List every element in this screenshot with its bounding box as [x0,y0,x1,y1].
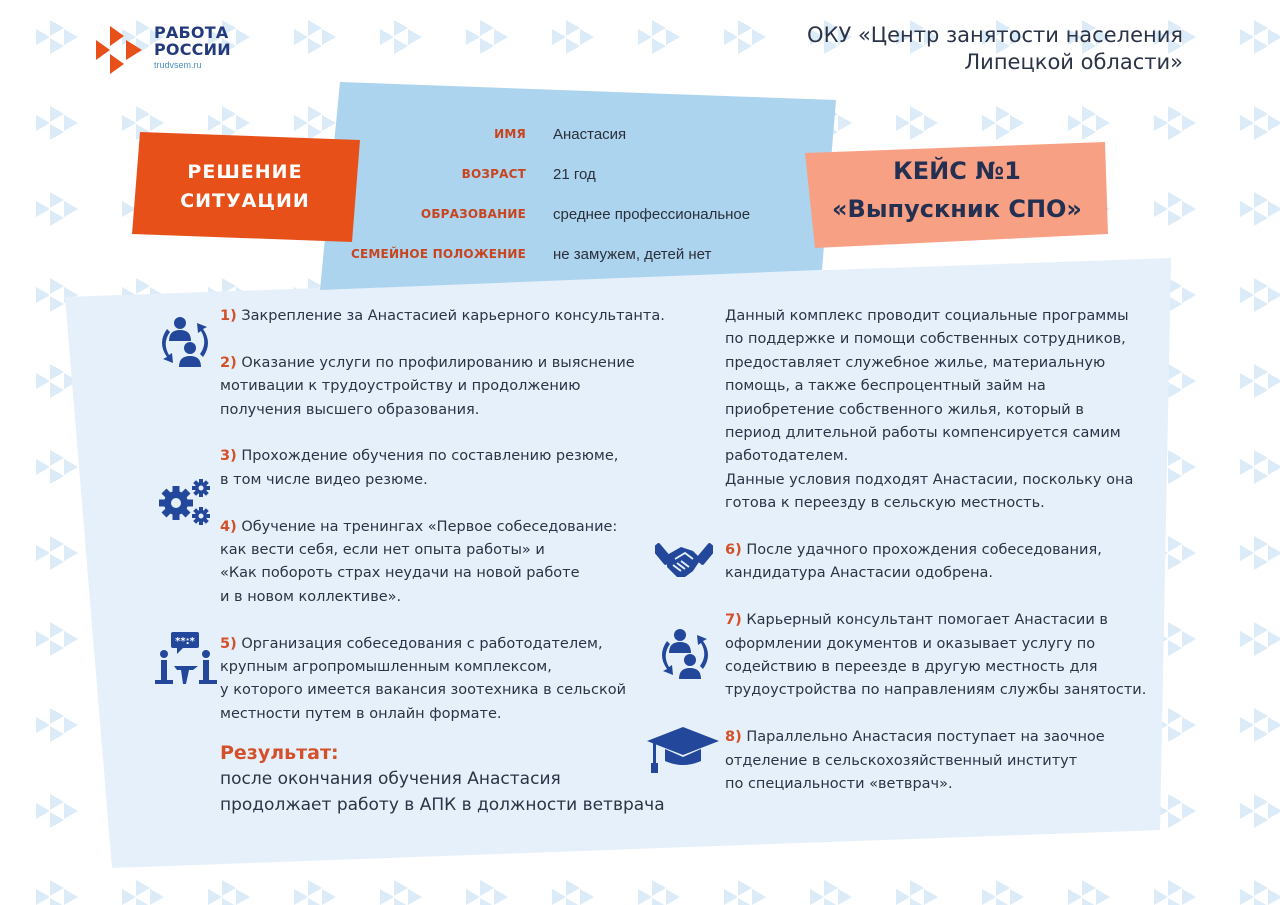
description-line: готова к переезду в сельскую местность. [725,495,1045,512]
description-line: предоставляет служебное жилье, материальную [725,354,1106,371]
case-title-line2: «Выпускник СПО» [832,195,1082,223]
step-6 [725,539,1175,586]
step-text: Закрепление за Анастасией карьерного консультанта. [241,308,665,324]
step-text: местности путем в онлайн формате. [220,705,502,722]
step-text: отделение в сельскохозяйственный институт [725,752,1078,769]
step-8 [725,726,1175,796]
profile-label: ОБРАЗОВАНИЕ [420,207,526,221]
organization-line2: Липецкой области» [964,50,1183,74]
step-text: и в новом коллективе». [220,588,402,605]
step-text: трудоустройства по направлениям службы занятости. [725,682,1147,699]
logo-subtitle: trudvsem.ru [154,60,202,70]
step-number: 1) [220,308,237,324]
people-exchange-icon [655,625,715,685]
step-text: После удачного прохождения собеседования, [746,542,1102,559]
profile-label: СЕМЕЙНОЕ ПОЛОЖЕНИЕ [351,247,526,261]
profile-value: среднее профессиональное [553,205,751,223]
step-text: Параллельно Анастасия поступает на заочное [746,729,1105,746]
case-title [812,152,1102,228]
step-text: крупным агропромышленным комплексом, [220,659,552,676]
gears-icon [158,478,214,528]
step-number: 6) [725,542,742,559]
profile-row-marital-status [340,234,750,274]
step-4 [220,516,700,610]
employer-description [725,305,1175,516]
step-text: Обучение на тренингах «Первое собеседование: [241,518,618,535]
logo-title-line2: РОССИИ [154,40,231,59]
solution-label-line1: РЕШЕНИЕ [187,161,303,183]
svg-text:**:*: **:* [175,636,195,647]
right-steps-column [725,305,1175,796]
step-text: Организация собеседования с работодателем, [241,635,603,652]
brand-logo [96,24,231,76]
triangles-logo-icon [96,24,144,76]
solution-label-line2: СИТУАЦИИ [180,190,310,212]
logo-title-line1: РАБОТА [154,23,229,42]
step-text: получения высшего образования. [220,401,480,418]
graduation-cap-icon [647,727,719,775]
people-exchange-icon [155,313,215,373]
step-text: Прохождение обучения по составлению резюме, [241,448,619,465]
step-1 [220,305,700,328]
step-text: мотивации к трудоустройству и продолжению [220,378,581,395]
solution-label [140,158,350,216]
left-steps-column [220,305,700,818]
step-7 [725,609,1175,703]
step-number: 8) [725,729,742,746]
description-line: работодателем. [725,448,849,465]
profile-row-education [340,194,750,234]
description-line: приобретение собственного жилья, который в [725,401,1084,418]
step-number: 3) [220,448,237,465]
handshake-icon [655,537,713,583]
step-2 [220,352,700,422]
profile-row-name [340,114,750,154]
profile-value: 21 год [553,165,596,183]
description-line: период длительной работы компенсируется самим [725,425,1121,442]
profile-row-age [340,154,750,194]
step-5 [220,633,700,727]
profile-table [340,114,750,274]
organization-name [807,22,1183,76]
profile-label: ВОЗРАСТ [461,167,526,181]
step-number: 7) [725,612,742,629]
description-line: Данные условия подходят Анастасии, поскольку она [725,471,1134,488]
description-line: по поддержке и помощи собственных сотрудников, [725,331,1126,348]
result-text: продолжает работу в АПК в должности ветврача [220,795,665,816]
profile-value: Анастасия [553,125,627,143]
organization-line1: ОКУ «Центр занятости населения [807,23,1183,47]
profile-label: ИМЯ [494,127,526,141]
result-title: Результат: [220,742,339,765]
description-line: Данный комплекс проводит социальные программы [725,308,1129,324]
case-title-line1: КЕЙС №1 [893,157,1021,185]
interview-icon [155,632,217,690]
step-text: кандидатура Анастасии одобрена. [725,565,994,582]
step-text: Оказание услуги по профилированию и выяснение [241,354,635,371]
profile-value: не замужем, детей нет [553,245,712,263]
step-text: содействию в переезде в другую местность для [725,659,1098,676]
step-text: по специальности «ветврач». [725,776,953,793]
step-text: оформлении документов и оказывает услугу по [725,635,1096,652]
step-3 [220,445,700,492]
step-text: в том числе видео резюме. [220,471,428,488]
step-number: 2) [220,354,237,371]
step-number: 4) [220,518,237,535]
result-text: после окончания обучения Анастасия [220,769,561,790]
step-text: у которого имеется вакансия зоотехника в сельской [220,682,626,699]
step-number: 5) [220,635,237,652]
description-line: помощь, а также беспроцентный займ на [725,378,1046,395]
step-text: Карьерный консультант помогает Анастасии в [746,612,1108,629]
step-text: как вести себя, если нет опыта работы» и [220,542,545,559]
step-text: «Как побороть страх неудачи на новой работе [220,565,580,582]
